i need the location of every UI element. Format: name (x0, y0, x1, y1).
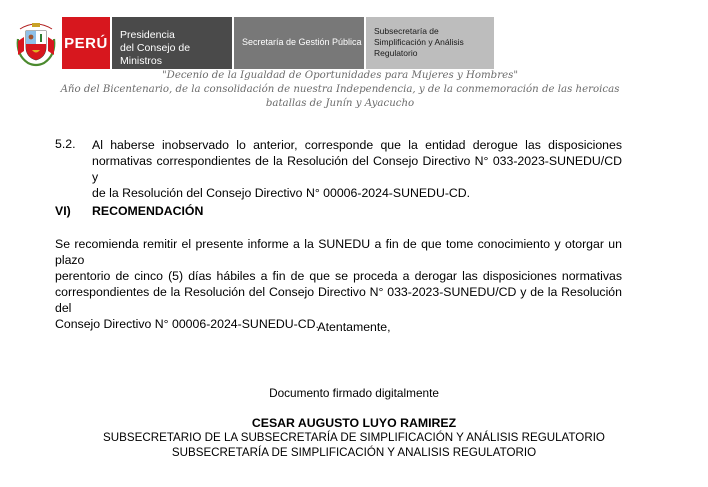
section-5-2-line-3: de la Resolución del Consejo Directivo N° 00006-2024-SUNEDU-CD. (92, 186, 471, 200)
signer-title-1: SUBSECRETARIO DE LA SUBSECRETARÍA DE SIMPLIFICACIÓN Y ANÁLISIS REGULATORIO (103, 431, 605, 444)
motto-line-1: "Decenio de la Igualdad de Oportunidades para Mujeres y Hombres" (161, 70, 519, 81)
pcm-brand-block (112, 17, 232, 69)
motto-line-3: batallas de Junín y Ayacucho (265, 98, 415, 109)
digital-signature-note: Documento firmado digitalmente (269, 386, 439, 400)
section-vi-number: VI) (55, 204, 71, 218)
institutional-header (14, 17, 494, 69)
peru-label: PERÚ (64, 34, 108, 52)
section-5-2-line-1: Al haberse inobservado lo anterior, corresponde que la entidad derogue las disposiciones (92, 138, 622, 152)
section-5-2-paragraph (92, 137, 622, 201)
subsecretariat-brand-block (366, 17, 494, 69)
recommendation-line-2: perentorio de cinco (5) días hábiles a fin de que se proceda a derogar las disposiciones normativas (55, 269, 622, 283)
recommendation-line-3: correspondientes de la Resolución del Consejo Directivo N° 033-2023-SUNEDU/CD y de la Resolución del (55, 285, 622, 315)
recommendation-line-4: Consejo Directivo N° 00006-2024-SUNEDU-CD. (55, 317, 319, 331)
recommendation-line-1: Se recomienda remitir el presente informe a la SUNEDU a fin de que tome conocimiento y otorgar un plazo (55, 237, 622, 267)
secretariat-brand-block (234, 17, 364, 69)
section-vi-title: RECOMENDACIÓN (92, 204, 204, 218)
coat-of-arms-graphic (14, 17, 58, 69)
secretariat-label: Secretaría de Gestión Pública (242, 37, 362, 47)
section-5-2-number: 5.2. (55, 137, 76, 151)
signer-title-2: SUBSECRETARÍA DE SIMPLIFICACIÓN Y ANALISIS REGULATORIO (171, 446, 537, 459)
subsecretariat-line-1: Subsecretaría de (374, 26, 439, 36)
pcm-line-2: del Consejo de Ministros (120, 42, 191, 67)
official-year-mottos (40, 69, 640, 111)
section-vi-heading (55, 204, 203, 218)
recommendation-paragraph (55, 236, 622, 332)
closing-salutation: Atentamente, (317, 320, 391, 334)
pcm-line-1: Presidencia (120, 29, 175, 41)
signer-name: CESAR AUGUSTO LUYO RAMIREZ (251, 416, 457, 430)
peru-coat-of-arms-icon (14, 17, 58, 69)
section-5-2-line-2: normativas correspondientes de la Resolución del Consejo Directivo N° 033-2023-SUNEDU/CD y (92, 154, 622, 184)
peru-brand-block (62, 17, 110, 69)
subsecretariat-line-2: Simplificación y Análisis (374, 37, 464, 47)
subsecretariat-line-3: Regulatorio (374, 48, 418, 58)
motto-line-2: Año del Bicentenario, de la consolidación de nuestra Independencia, y de la conmemoración de las heroicas (60, 84, 620, 95)
